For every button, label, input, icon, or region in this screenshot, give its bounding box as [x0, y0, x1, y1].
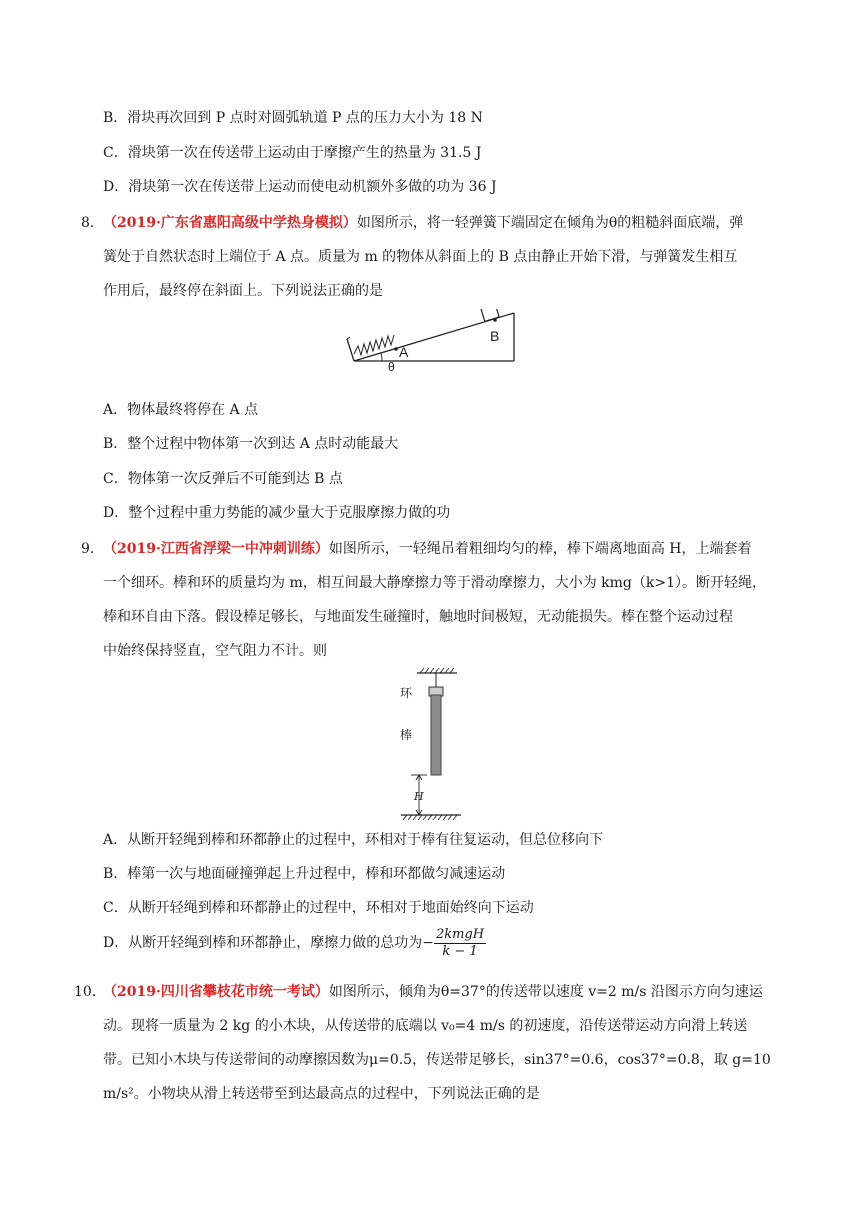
point-a-dot [394, 347, 398, 351]
q9-stem-line-1 [103, 539, 752, 559]
q9-option-a: A．从断开轻绳到棒和环都静止的过程中，环相对于棒有往复运动，但总位移向下 [103, 832, 604, 848]
q8-source: （2019·广东省惠阳高级中学热身模拟） [103, 215, 357, 231]
q9-option-d-fraction [434, 927, 486, 960]
q7-option-b: B．滑块再次回到 P 点时对圆弧轨道 P 点的压力大小为 18 N [103, 110, 483, 126]
point-a-label: A [399, 344, 409, 360]
theta-label: θ [388, 360, 395, 374]
q8-option-b: B．整个过程中物体第一次到达 A 点时动能最大 [103, 436, 399, 452]
q8-option-c: C．物体第一次反弹后不可能到达 B 点 [103, 471, 343, 487]
h-label: H [414, 790, 424, 803]
q10-line1-text: 如图所示，倾角为θ=37°的传送带以速度 v=2 m/s 沿图示方向匀速运 [328, 984, 763, 1000]
incline-spring-figure [344, 309, 516, 391]
q8-number: 8． [81, 215, 104, 231]
q9-number: 9． [81, 541, 104, 557]
point-b-label: B [490, 328, 500, 344]
q10-stem-line-2: 动。现将一质量为 2 kg 的小木块，从传送带的底端以 v₀=4 m/s 的初速度，沿传送带运动方向滑上转送 [103, 1018, 748, 1034]
rod [431, 695, 441, 775]
q9-stem-line-3: 棒和环自由下落。假设棒足够长，与地面发生碰撞时，触地时间极短，无动能损失。棒在整个运动过程 [103, 609, 733, 625]
q7-option-d: D．滑块第一次在传送带上运动而使电动机额外多做的功为 36 J [103, 179, 497, 195]
fraction-denominator: k − 1 [442, 943, 478, 959]
q10-stem-line-3: 带。已知小木块与传送带间的动摩擦因数为μ=0.5，传送带足够长，sin37°=0.6，cos37°=0.8，取 g=10 [103, 1052, 771, 1068]
q10-stem-line-1 [103, 982, 763, 1002]
rod-label: 棒 [400, 728, 413, 742]
q9-line1-text: 如图所示，一轻绳吊着粗细均匀的棒，棒下端离地面高 H，上端套着 [328, 541, 752, 557]
q9-option-c: C．从断开轻绳到棒和环都静止的过程中，环相对于地面始终向下运动 [103, 900, 534, 916]
q9-option-d-text: D．从断开轻绳到棒和环都静止，摩擦力做的总功为− [103, 935, 434, 951]
q10-source: （2019·四川省攀枝花市统一考试） [103, 984, 329, 1000]
q10-stem-line-4: m/s²。小物块从滑上转送带至到达最高点的过程中，下列说法正确的是 [103, 1086, 540, 1102]
q7-option-c: C．滑块第一次在传送带上运动由于摩擦产生的热量为 31.5 J [103, 145, 482, 161]
spring-zigzag [354, 335, 394, 355]
q8-option-a: A．物体最终将停在 A 点 [103, 402, 259, 418]
ring-label: 环 [400, 686, 413, 700]
q10-number: 10． [74, 984, 106, 1000]
q9-option-d [103, 926, 486, 960]
q8-stem-line-2: 簧处于自然状态时上端位于 A 点。质量为 m 的物体从斜面上的 B 点由静止开始下滑，与弹簧发生相互 [103, 249, 738, 265]
q9-stem-line-2: 一个细环。棒和环的质量均为 m，相互间最大静摩擦力等于滑动摩擦力，大小为 kmg（k>1）。断开轻绳， [103, 575, 767, 591]
q9-source: （2019·江西省浮梁一中冲刺训练） [103, 541, 329, 557]
point-b-dot [493, 318, 497, 322]
q8-line1-text: 如图所示，将一轻弹簧下端固定在倾角为θ的粗糙斜面底端，弹 [356, 215, 744, 231]
q9-stem-line-4: 中始终保持竖直，空气阻力不计。则 [103, 643, 327, 659]
fraction-numerator: 2kmgH [435, 926, 485, 942]
q8-option-d: D．整个过程中重力势能的减少量大于克服摩擦力做的功 [103, 505, 451, 521]
q9-option-b: B．棒第一次与地面碰撞弹起上升过程中，棒和环都做匀减速运动 [103, 866, 506, 882]
q8-stem-line-1 [103, 213, 743, 233]
rod-ring-figure [393, 667, 469, 823]
q8-stem-line-3: 作用后，最终停在斜面上。下列说法正确的是 [103, 283, 383, 299]
